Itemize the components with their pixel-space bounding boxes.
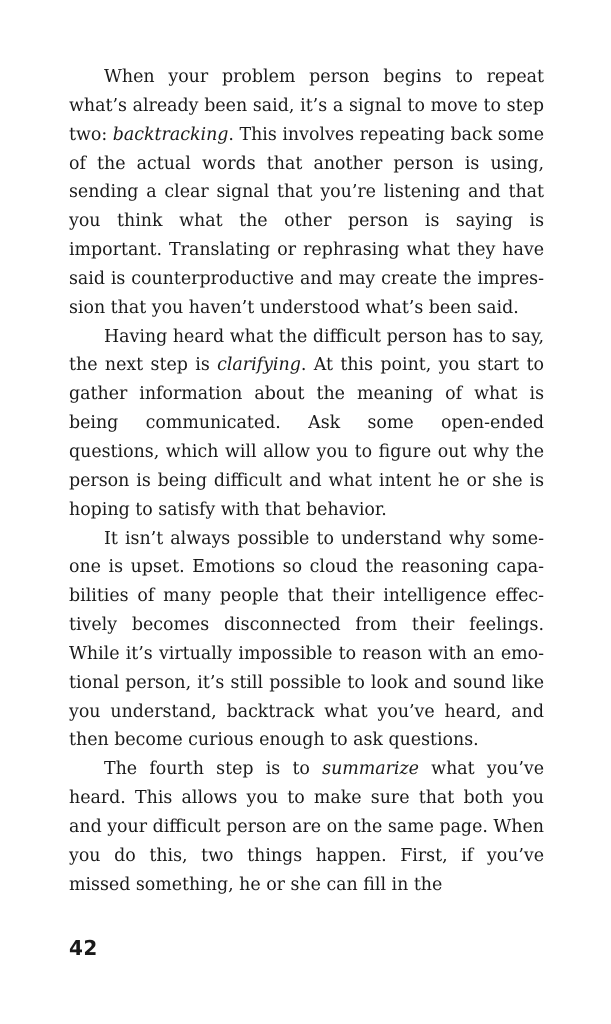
- text-segment: When your problem person begins to repeat what’s already been said, it’s a signal to move to step two:: [69, 67, 544, 145]
- paragraph-emotions: [69, 525, 544, 756]
- text-segment: It isn’t always possible to understand why someone is upset. Emotions so cloud the reasoning capabilities of many people that their intelligence effectively becomes disconnected from their feelings. While it’s virtually impossible to reason with an emotional person, it’s still possible to look and sound like you understand, backtrack what you’ve heard, and then become curious enough to ask questions.: [69, 528, 544, 751]
- text-segment: . This involves repeating back some of the actual words that another person is using, sending a clear signal that you’re listening and that you think what the other person is saying is important. Translating or rephrasing what they have said is counterproductive and may create the impression that you haven’t understood what’s been said.: [69, 124, 544, 318]
- text-segment: . At this point, you start to gather information about the meaning of what is being communicated. Ask some open-ended questions, which will allow you to figure out why the person is being difficult and what intent he or she is hoping to satisfy with that behavior.: [69, 355, 544, 520]
- paragraph-backtracking: [69, 63, 544, 323]
- paragraph-summarize: [69, 755, 544, 899]
- text-segment: The fourth step is to: [104, 759, 323, 780]
- term-backtracking: backtracking: [112, 124, 229, 145]
- text-segment: what you’ve heard. This allows you to make sure that both you and your difficult person are on the same page. When you do this, two things happen. First, if you’ve missed something, he or she can fill in the: [69, 759, 544, 895]
- term-clarifying: clarifying: [217, 355, 301, 376]
- body-text: [69, 63, 544, 899]
- paragraph-clarifying: [69, 323, 544, 525]
- page-number: 42: [69, 936, 98, 960]
- text-segment: Having heard what the difficult person has to say, the next step is: [69, 326, 544, 376]
- term-summarize: summarize: [322, 759, 419, 780]
